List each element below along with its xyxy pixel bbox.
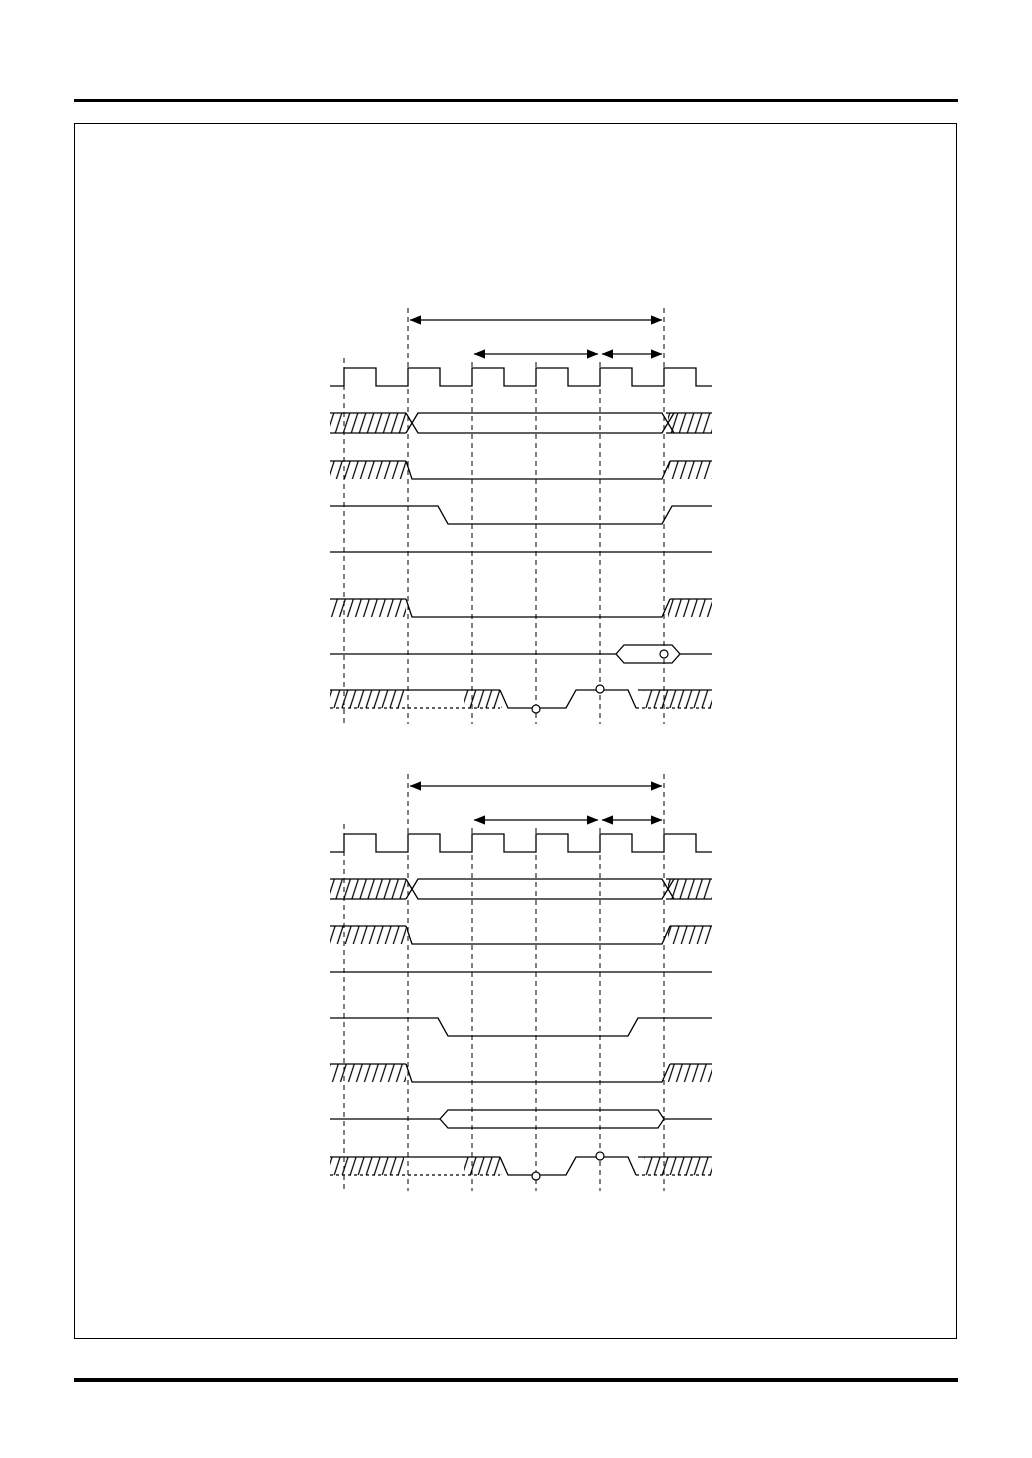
invalid-hatch-left bbox=[330, 413, 406, 433]
low-pulse-waveform bbox=[330, 506, 712, 524]
invalid-hatch-right bbox=[668, 599, 712, 617]
data-latch-circle bbox=[532, 1172, 540, 1180]
signal-strobe-low bbox=[330, 599, 712, 617]
strobe-low-waveform bbox=[406, 461, 670, 479]
invalid-hatch-left bbox=[330, 461, 406, 479]
signal-data-bus-read bbox=[330, 1152, 712, 1180]
clock-waveform bbox=[330, 368, 712, 386]
invalid-hatch-right bbox=[644, 1157, 712, 1175]
signal-bus-valid bbox=[330, 413, 712, 433]
strobe-low-waveform bbox=[406, 1064, 670, 1082]
invalid-hatch-left bbox=[330, 1157, 404, 1175]
data-latch-circle bbox=[532, 705, 540, 713]
invalid-hatch-right bbox=[644, 690, 712, 708]
data-hold-circle bbox=[596, 685, 604, 693]
signal-strobe-low bbox=[330, 1064, 712, 1082]
data-bus-read-waveform bbox=[500, 690, 636, 708]
signal-data-window bbox=[330, 1110, 712, 1128]
signal-low-pulse bbox=[330, 1018, 712, 1036]
invalid-hatch-right bbox=[668, 926, 712, 944]
sample-point-circle bbox=[660, 650, 668, 658]
invalid-hatch-mid bbox=[464, 690, 502, 708]
bus-valid-window bbox=[412, 413, 668, 433]
signal-strobe-low bbox=[330, 926, 712, 944]
invalid-hatch-left bbox=[330, 599, 406, 617]
invalid-hatch-right bbox=[668, 879, 712, 899]
timing-diagram-lower bbox=[330, 774, 712, 1191]
signal-low-pulse bbox=[330, 506, 712, 524]
bus-valid-window bbox=[412, 879, 668, 899]
invalid-hatch-left bbox=[330, 926, 406, 944]
signal-clock bbox=[330, 368, 712, 386]
data-valid-window bbox=[440, 1110, 664, 1128]
invalid-hatch-left bbox=[330, 690, 404, 708]
invalid-hatch-left bbox=[330, 1064, 406, 1082]
data-out-window bbox=[616, 645, 680, 663]
timing-diagram-upper bbox=[330, 308, 712, 724]
data-hold-circle bbox=[596, 1152, 604, 1160]
clock-waveform bbox=[330, 834, 712, 852]
data-bus-read-waveform bbox=[500, 1157, 636, 1175]
signal-clock bbox=[330, 834, 712, 852]
low-pulse-waveform bbox=[330, 1018, 712, 1036]
invalid-hatch-right bbox=[668, 461, 712, 479]
signal-strobe-low bbox=[330, 461, 712, 479]
invalid-hatch-right bbox=[668, 1064, 712, 1082]
strobe-low-waveform bbox=[406, 599, 670, 617]
strobe-low-waveform bbox=[406, 926, 670, 944]
invalid-hatch-mid bbox=[464, 1157, 502, 1175]
invalid-hatch-right bbox=[668, 413, 712, 433]
signal-bus-valid bbox=[330, 879, 712, 899]
invalid-hatch-left bbox=[330, 879, 406, 899]
signal-data-bus-read bbox=[330, 685, 712, 713]
signal-data-out-late bbox=[330, 645, 712, 663]
